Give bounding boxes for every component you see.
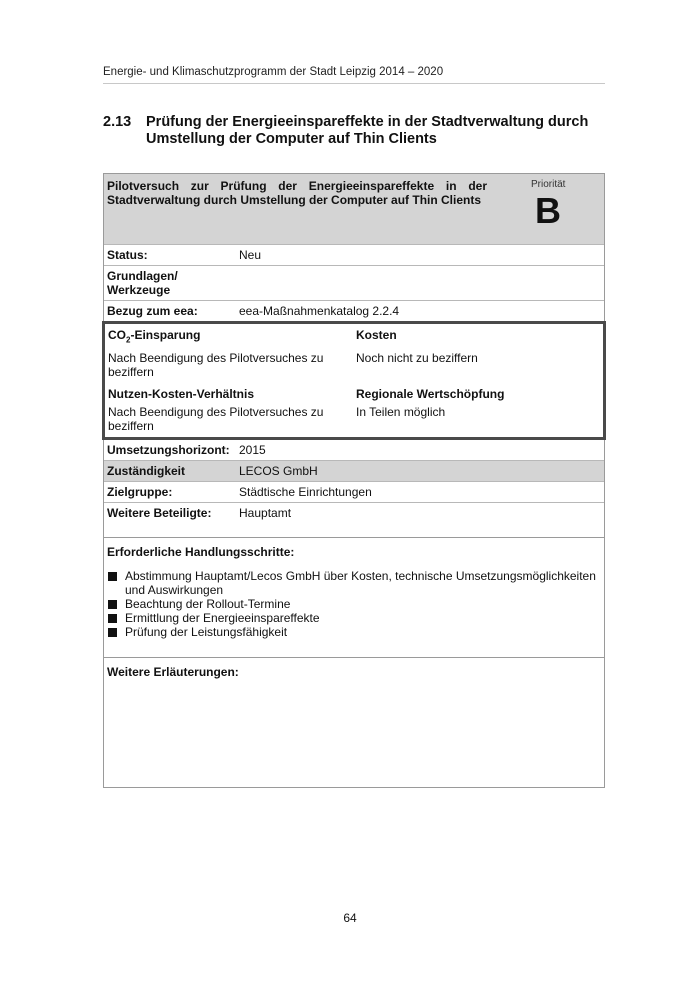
horizont-row — [104, 440, 604, 460]
beteiligte-label: Weitere Beteiligte: — [107, 506, 212, 521]
handlungsschritte-label: Erforderliche Handlungsschritte: — [107, 545, 295, 560]
handlungsschritte-block — [104, 537, 604, 657]
step-text: Prüfung der Leistungsfähigkeit — [125, 625, 288, 640]
card-title-row — [104, 174, 604, 244]
priority-label: Priorität — [531, 179, 566, 190]
nkv-value: Nach Beendigung des Pilotversuches zu beziffern — [108, 405, 324, 434]
co2-value: Nach Beendigung des Pilotversuches zu beziffern — [108, 351, 324, 380]
grundlagen-value — [187, 266, 604, 300]
kosten-label: Kosten — [356, 328, 397, 342]
grundlagen-label: Grundlagen/ Werkzeuge — [107, 269, 178, 297]
erlaeuterungen-block — [104, 657, 604, 787]
square-bullet-icon — [108, 600, 117, 609]
beteiligte-value: Hauptamt — [239, 506, 292, 521]
list-item — [107, 611, 601, 625]
erlaeuterungen-label: Weitere Erläuterungen: — [107, 665, 239, 680]
priority-value: B — [535, 190, 561, 231]
section-number: 2.13 — [103, 114, 132, 130]
running-header: Energie- und Klimaschutzprogramm der Stadt Leipzig 2014 – 2020 — [103, 66, 444, 78]
zielgruppe-label: Zielgruppe: — [107, 485, 173, 500]
wertschoepfung-value: In Teilen möglich — [356, 405, 446, 420]
wertschoepfung-label: Regionale Wertschöpfung — [356, 387, 505, 402]
horizont-value: 2015 — [239, 443, 266, 458]
co2-label-pre: CO — [108, 328, 126, 342]
status-row — [104, 244, 604, 265]
list-item — [107, 625, 601, 639]
zustaendigkeit-row — [104, 460, 604, 481]
bezug-row — [104, 300, 604, 321]
zustaendigkeit-value: LECOS GmbH — [239, 464, 318, 479]
page-number: 64 — [343, 911, 357, 925]
status-label: Status: — [107, 248, 148, 262]
measure-card — [103, 173, 605, 788]
list-item — [107, 569, 601, 597]
step-text: Ermittlung der Energieeinspareffekte — [125, 611, 320, 626]
nkv-label: Nutzen-Kosten-Verhältnis — [108, 387, 255, 402]
zielgruppe-row — [104, 481, 604, 502]
measure-title: Pilotversuch zur Prüfung der Energieeinspareffekte in der Stadtverwaltung durch Umstellung der Computer auf Thin Clients — [107, 179, 487, 207]
section-heading — [103, 114, 605, 148]
zielgruppe-value: Städtische Einrichtungen — [239, 485, 372, 500]
co2-label-post: -Einsparung — [130, 328, 201, 342]
square-bullet-icon — [108, 628, 117, 637]
square-bullet-icon — [108, 572, 117, 581]
impact-box — [102, 321, 606, 440]
zustaendigkeit-label: Zuständigkeit — [107, 464, 186, 479]
square-bullet-icon — [108, 614, 117, 623]
bezug-value: eea-Maßnahmenkatalog 2.2.4 — [239, 304, 400, 318]
grundlagen-row — [104, 265, 604, 300]
beteiligte-row — [104, 502, 604, 537]
co2-label — [105, 324, 353, 349]
step-text: Abstimmung Hauptamt/Lecos GmbH über Kosten, technische Umsetzungsmöglichkeiten und Auswirkungen — [125, 569, 596, 598]
horizont-label: Umsetzungshorizont: — [107, 443, 230, 458]
header-rule — [103, 83, 605, 84]
kosten-value: Noch nicht zu beziffern — [356, 351, 478, 366]
step-text: Beachtung der Rollout-Termine — [125, 597, 291, 612]
status-value: Neu — [239, 248, 262, 262]
list-item — [107, 597, 601, 611]
co2-label-sub: 2 — [126, 335, 131, 345]
bezug-label: Bezug zum eea: — [107, 304, 198, 318]
section-title: Prüfung der Energieeinspareffekte in der Stadtverwaltung durch Umstellung der Computer auf Thin Clients — [146, 114, 589, 147]
handlungsschritte-list — [107, 569, 601, 639]
